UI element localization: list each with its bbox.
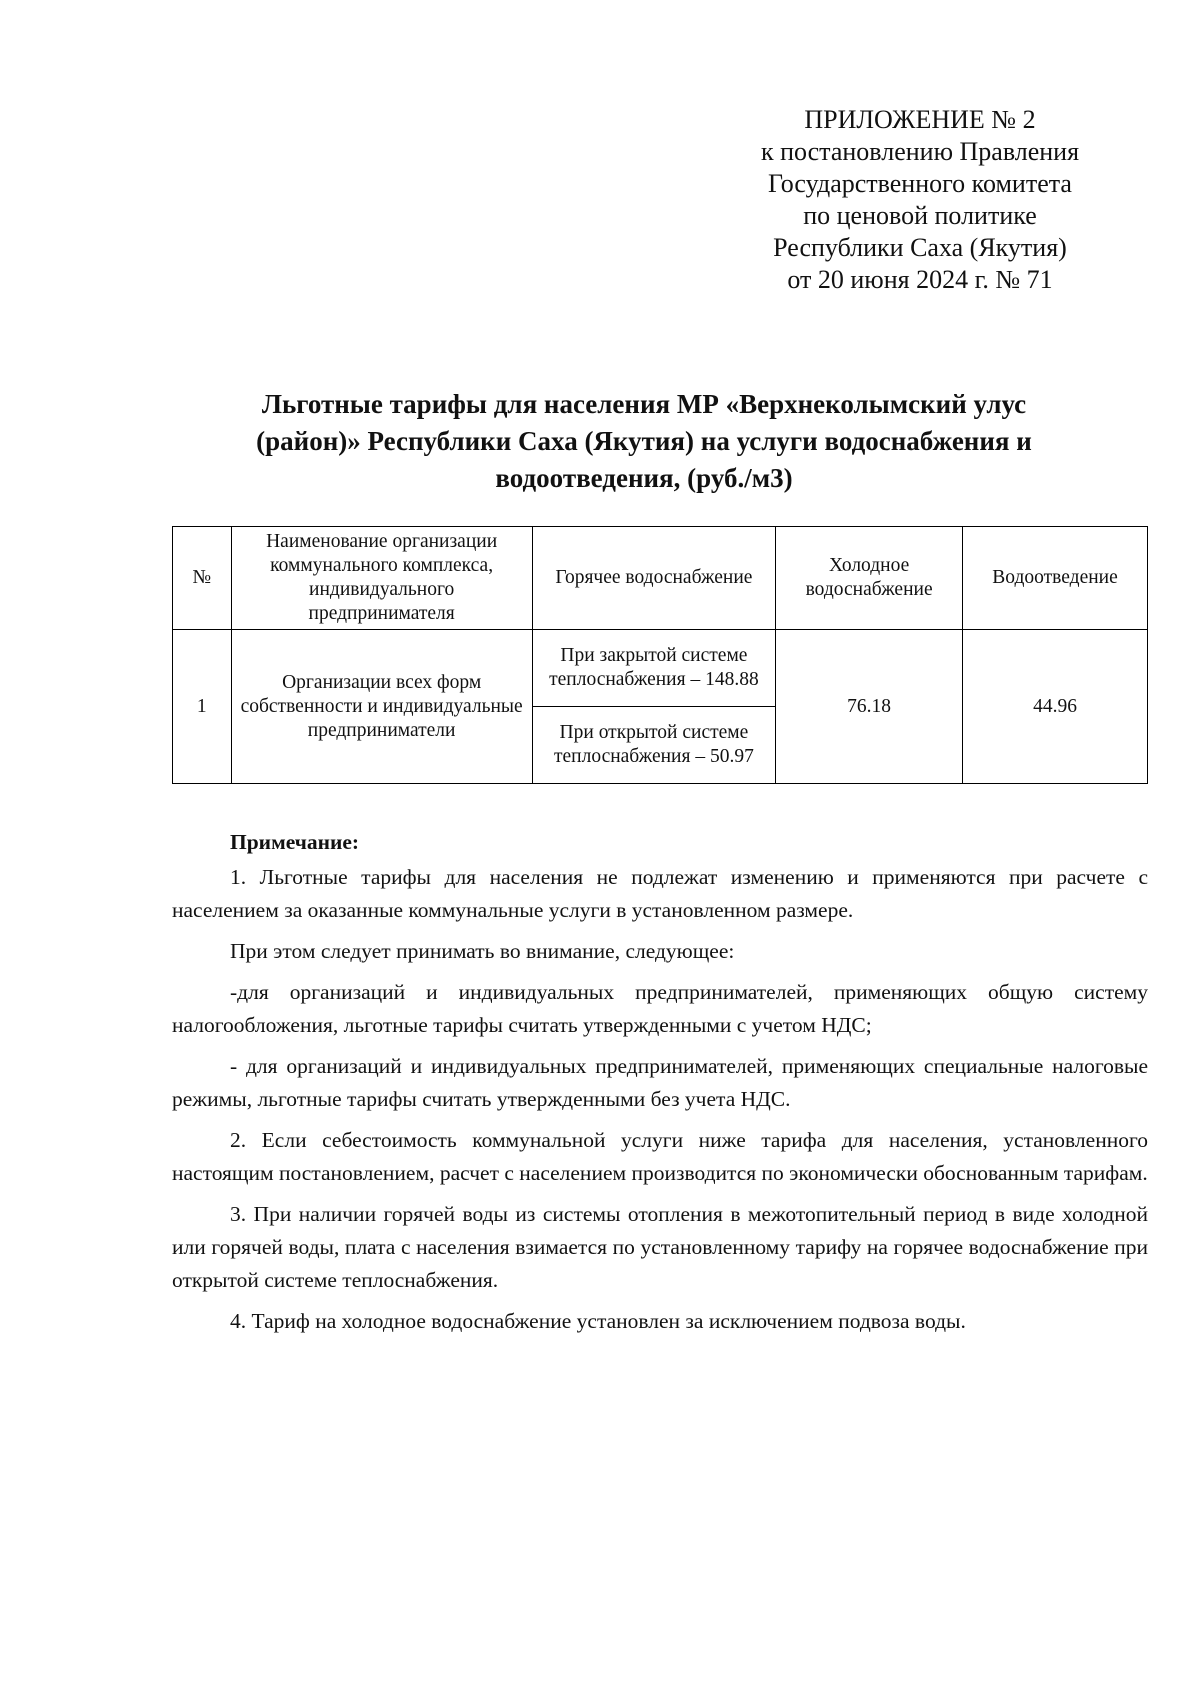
table-header-row	[173, 527, 1148, 630]
cell-cold-water-tariff: 76.18	[776, 630, 963, 784]
cell-hot-closed-system: При закрытой системе теплоснабжения – 148.88	[532, 630, 775, 707]
appendix-ref-line: к постановлению Правления	[760, 137, 1080, 166]
appendix-number: ПРИЛОЖЕНИЕ № 2	[804, 105, 1036, 134]
table-row	[173, 630, 1148, 707]
title-line: (район)» Республики Саха (Якутия) на услуги водоснабжения и	[256, 426, 1032, 456]
cell-organization: Организации всех форм собственности и индивидуальные предприниматели	[231, 630, 532, 784]
appendix-ref-line: Республики Саха (Якутия)	[773, 233, 1067, 262]
cell-hot-open-system: При открытой системе теплоснабжения – 50.97	[532, 707, 775, 784]
appendix-date: от 20 июня 2024 г. № 71	[787, 265, 1053, 294]
cell-number: 1	[173, 630, 232, 784]
header-hot-water: Горячее водоснабжение	[532, 527, 775, 630]
appendix-ref-line: Государственного комитета	[768, 169, 1072, 198]
header-drainage: Водоотведение	[963, 527, 1148, 630]
header-organization: Наименование организации коммунального комплекса, индивидуального предпринимателя	[231, 527, 532, 630]
note-paragraph: - для организаций и индивидуальных предпринимателей, применяющих специальные налоговые режимы, льготные тарифы считать утвержденными без учета НДС.	[172, 1054, 1148, 1111]
title-line: водоотведения, (руб./м3)	[495, 463, 793, 493]
title-line: Льготные тарифы для населения МР «Верхнеколымский улус	[261, 389, 1027, 419]
note-paragraph: -для организаций и индивидуальных предпринимателей, применяющих общую систему налогообложения, льготные тарифы считать утвержденными с учетом НДС;	[172, 980, 1148, 1037]
note-paragraph: 4. Тариф на холодное водоснабжение установлен за исключением подвоза воды.	[230, 1309, 966, 1333]
note-paragraph: При этом следует принимать во внимание, следующее:	[230, 939, 735, 963]
header-cold-water: Холодное водоснабжение	[776, 527, 963, 630]
appendix-block	[690, 104, 1150, 296]
note-paragraph: 2. Если себестоимость коммунальной услуги ниже тарифа для населения, установленного настоящим постановлением, расчет с населением производится по экономически обоснованным тарифам.	[172, 1128, 1148, 1185]
header-number: №	[173, 527, 232, 630]
tariff-table	[172, 526, 1148, 784]
notes-heading: Примечание:	[230, 830, 360, 854]
note-paragraph: 3. При наличии горячей воды из системы отопления в межотопительный период в виде холодной или горячей воды, плата с населения взимается по установленному тарифу на горячее водоснабжение при открытой системе теплоснабжения.	[172, 1202, 1148, 1292]
cell-drainage-tariff: 44.96	[963, 630, 1148, 784]
appendix-ref-line: по ценовой политике	[803, 201, 1037, 230]
note-paragraph: 1. Льготные тарифы для населения не подлежат изменению и применяются при расчете с населением за оказанные коммунальные услуги в установленном размере.	[172, 865, 1148, 922]
notes-section	[172, 826, 1148, 1338]
document-title	[172, 386, 1116, 497]
